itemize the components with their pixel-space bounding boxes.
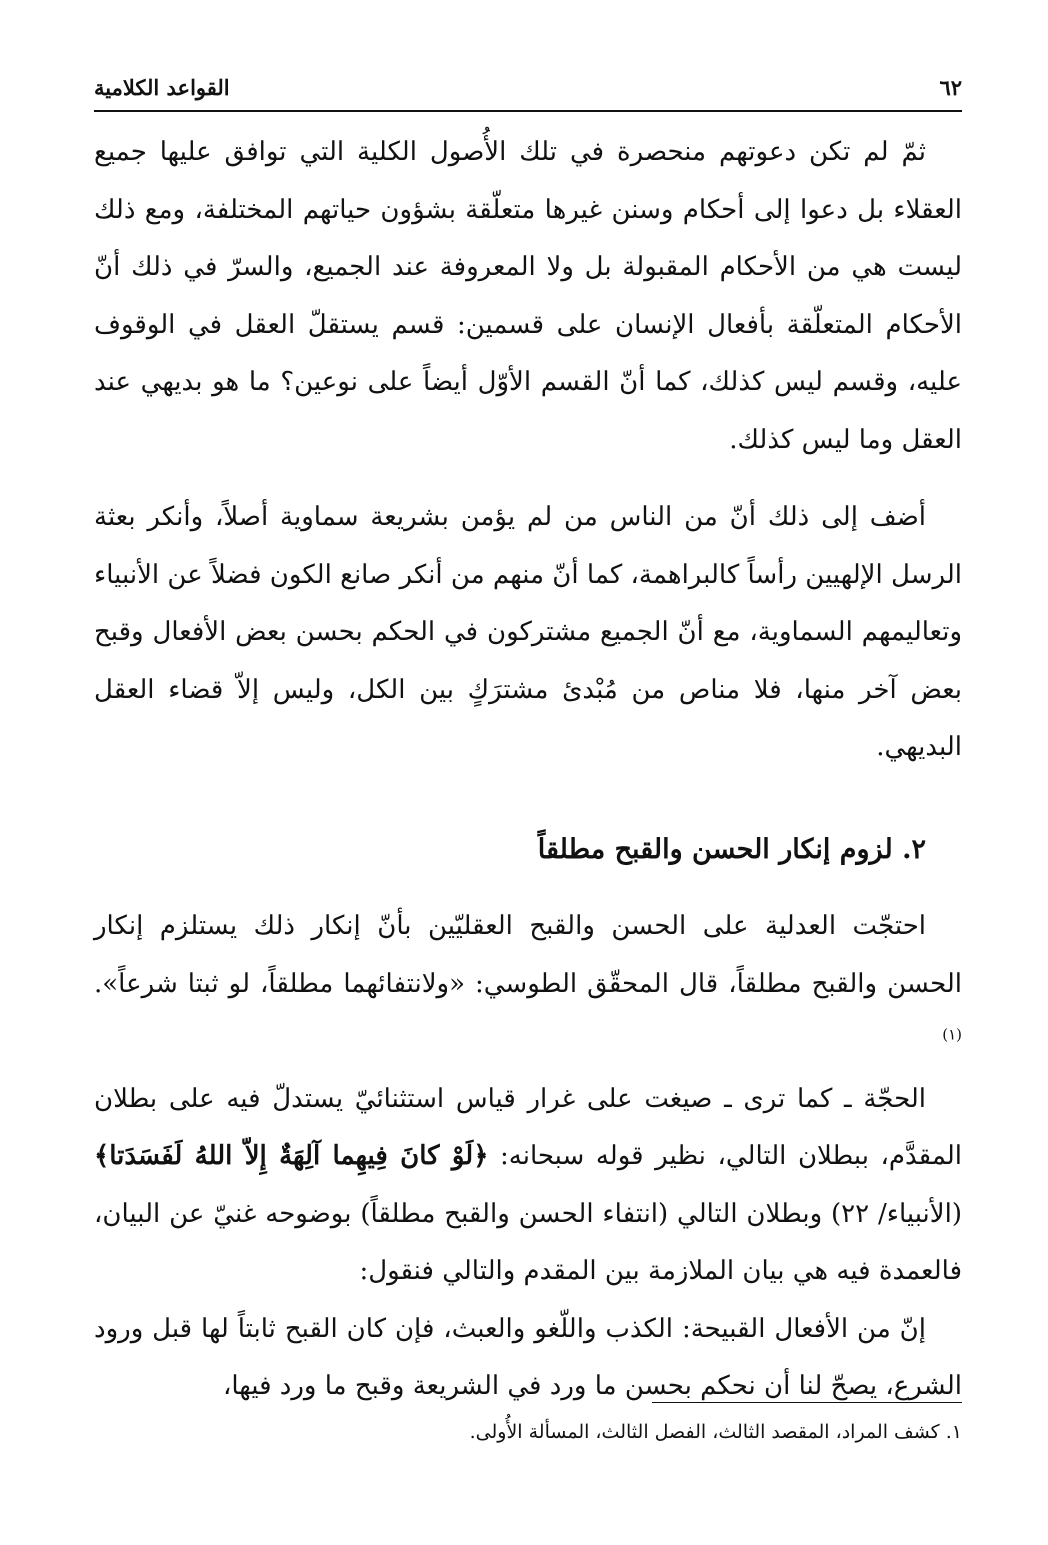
section-heading: ٢. لزوم إنكار الحسن والقبح مطلقاً	[537, 833, 926, 865]
footnote-marker: (١)	[942, 1025, 962, 1044]
paragraph-4-text-a: الحجّة ـ كما ترى ـ صيغت على غرار قياس استثنائيّ يستدلّ فيه على بطلان المقدَّم، ببطلان التالي، نظير قوله سبحانه:	[94, 1083, 962, 1171]
running-header	[94, 60, 962, 100]
quran-verse: ﴿لَوْ كانَ فِيهِما آلِهَةٌ إِلاّ اللهُ لَفَسَدَتا﴾	[94, 1141, 489, 1171]
header-divider	[94, 110, 962, 112]
paragraph-3-text: احتجّت العدلية على الحسن والقبح العقليّين بأنّ إنكار ذلك يستلزم إنكار الحسن والقبح مطلقاً، قال المحقّق الطوسي: «ولانتفائهما مطلقاً، لو ثبتا شرعاً».	[94, 911, 962, 999]
paragraph-2: أضف إلى ذلك أنّ من الناس من لم يؤمن بشريعة سماوية أصلاً، وأنكر بعثة الرسل الإلهيين رأساً كالبراهمة، كما أنّ منهم من أنكر صانع الكون فضلاً عن الأنبياء وتعاليمهم السماوية، مع أنّ الجميع مشتركون في الحكم بحسن بعض الأفعال وقبح بعض آخر منها، فلا مناص من مُبْدئ مشترَكٍ بين الكل، وليس إلاّ قضاء العقل البديهي.	[94, 502, 962, 762]
paragraph-4-text-b: (الأنبياء/ ٢٢) وبطلان التالي (انتفاء الحسن والقبح مطلقاً) بوضوحه غنيّ عن البيان، فالعمدة فيه هي بيان الملازمة بين المقدم والتالي فنقول:	[94, 1198, 962, 1286]
paragraph-4	[94, 1071, 962, 1301]
main-text	[94, 124, 962, 1416]
page-number: ٦٢	[939, 75, 962, 100]
footnote: ١. كشف المراد، المقصد الثالث، الفصل الثالث، المسألة الأُولى.	[469, 1421, 962, 1443]
paragraph-1: ثمّ لم تكن دعوتهم منحصرة في تلك الأُصول الكلية التي توافق عليها جميع العقلاء بل دعوا إلى أحكام وسنن غيرها متعلّقة بشؤون حياتهم المختلفة، ومع ذلك ليست هي من الأحكام المقبولة بل ولا المعروفة عند الجميع، والسرّ في ذلك أنّ الأحكام المتعلّقة بأفعال الإنسان على قسمين: قسم يستقلّ العقل في الوقوف عليه، وقسم ليس كذلك، كما أنّ القسم الأوّل أيضاً على نوعين؟ ما هو بديهي عند العقل وما ليس كذلك.	[94, 137, 962, 455]
footnote-divider	[652, 1402, 962, 1403]
book-title: القواعد الكلامية	[94, 75, 230, 100]
paragraph-5: إنّ من الأفعال القبيحة: الكذب واللّغو والعبث، فإن كان القبح ثابتاً لها قبل ورود الشرع، يصحّ لنا أن نحكم بحسن ما ورد في الشريعة وقبح ما ورد فيها،	[94, 1313, 962, 1401]
paragraph-3	[94, 898, 962, 1071]
book-page	[94, 52, 962, 1512]
